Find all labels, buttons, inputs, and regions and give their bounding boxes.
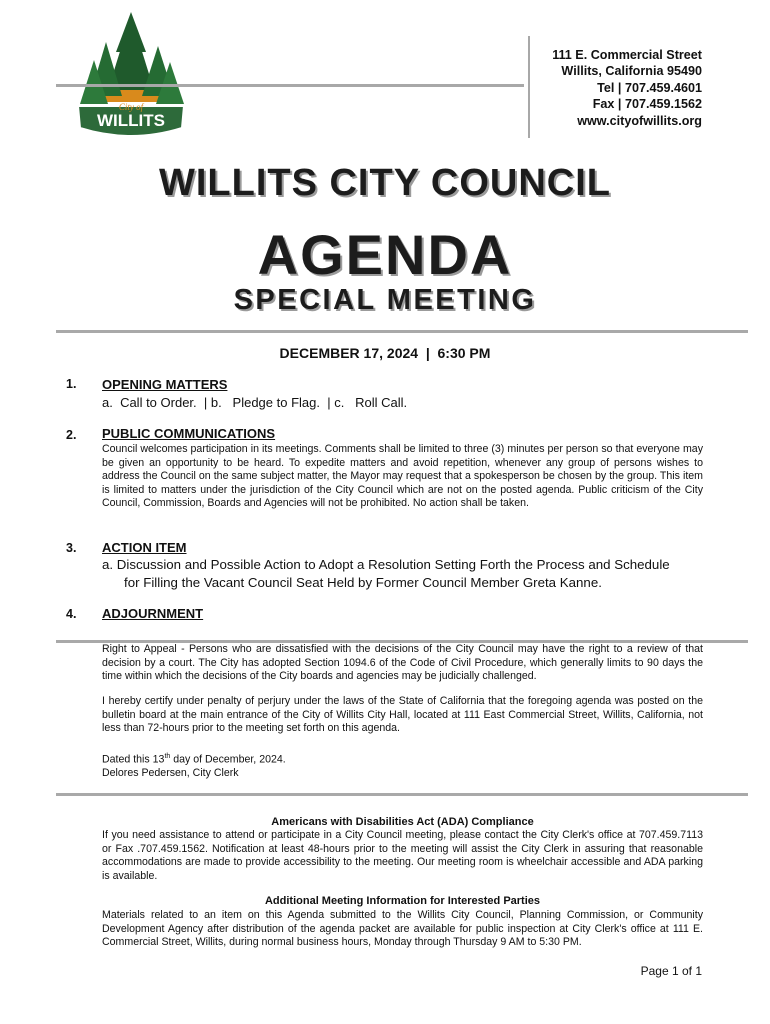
- council-title: WILLITS CITY COUNCIL: [158, 162, 612, 204]
- logo-script: City of: [118, 102, 144, 112]
- clerk-signature-line: Delores Pedersen, City Clerk: [102, 767, 239, 780]
- ada-heading: Americans with Disabilities Act (ADA) Compliance: [271, 816, 534, 828]
- certification-text: I hereby certify under penalty of perjury under the laws of the State of California that the foregoing agenda was posted on the bulletin board at the main entrance of the City of Willits City Hall, located at 111 East Commercial Street, Willits, California, not less than 72-hours prior to the meeting set forth on this agenda.: [102, 695, 703, 734]
- right-to-appeal-text: Right to Appeal - Persons who are dissatisfied with the decisions of the City Council may have the right to a review of that decision by a court. The City has adopted Section 1094.6 of the Code of Civil Procedure, which generally limits to 90 days the time within which the decisions of the City boards and agencies may be judicially challenged.: [102, 643, 703, 682]
- header-rule: [56, 84, 524, 87]
- telephone: Tel | 707.459.4601: [597, 80, 702, 95]
- item-number: 3.: [66, 541, 77, 555]
- header-divider: [528, 36, 530, 138]
- item-text-opening-matters: a. Call to Order. | b. Pledge to Flag. | c. Roll Call.: [102, 395, 408, 410]
- item-text-public-communications: Council welcomes participation in its meetings. Comments shall be limited to three (3) minutes per person so that everyone may be given an opportunity to be heard. To expedite matters and avoid repetition, whenever any group of persons wishes to address the Council on the same subject matter, the Mayor may request that a spokesperson be chosen by the group. This item is limited to matters under the jurisdiction of the City Council which are not on the posted agenda. Public criticism of the City Council, Commission, Boards and Agencies will not be prohibited. No action shall be taken.: [102, 443, 703, 510]
- dated-line: Dated this 13th day of December, 2024.: [102, 753, 286, 766]
- logo-wordmark: WILLITS: [97, 111, 165, 130]
- action-item-line-1: a. Discussion and Possible Action to Adopt a Resolution Setting Forth the Process and Schedule: [102, 557, 670, 572]
- website-link[interactable]: www.cityofwillits.org: [577, 113, 702, 128]
- item-heading-opening-matters: OPENING MATTERS: [102, 377, 228, 392]
- city-logo: [72, 12, 190, 142]
- section-rule: [56, 793, 748, 796]
- address: 111 E. Commercial Street: [552, 48, 702, 62]
- section-rule: [56, 330, 748, 333]
- page-number: Page 1 of 1: [640, 964, 702, 978]
- item-number: 4.: [66, 607, 77, 621]
- fax: Fax | 707.459.1562: [592, 97, 702, 112]
- item-number: 1.: [66, 377, 77, 391]
- item-heading-adjournment: ADJOURNMENT: [102, 606, 204, 621]
- item-heading-public-communications: PUBLIC COMMUNICATIONS: [102, 426, 276, 441]
- action-item-line-2: for Filling the Vacant Council Seat Held by Former Council Member Greta Kanne.: [124, 574, 602, 590]
- item-text-action-item: [102, 556, 706, 591]
- meeting-date-time: DECEMBER 17, 2024 | 6:30 PM: [279, 345, 491, 361]
- dated-block: [102, 750, 703, 781]
- item-heading-action-item: ACTION ITEM: [102, 540, 187, 555]
- city-state: Willits, California 95490: [561, 64, 702, 79]
- additional-info-heading: Additional Meeting Information for Interested Parties: [264, 895, 541, 907]
- additional-info-text: Materials related to an item on this Agenda submitted to the Willits City Council, Planning Commission, or Community Development Agency after distribution of the agenda packet are available for public inspection at City Clerk's office at 111 E. Commercial Street, Willits, during normal business hours, Monday through Thursday 9 AM to 5:30 PM.: [102, 909, 703, 948]
- contact-block: [552, 47, 702, 129]
- agenda-title: AGENDA: [257, 223, 513, 286]
- meeting-type-title: SPECIAL MEETING: [233, 284, 537, 316]
- item-number: 2.: [66, 428, 77, 442]
- ada-text: If you need assistance to attend or participate in a City Council meeting, please contact the City Clerk's office at 707.459.7113 or Fax .707.459.1562. Notification at least 48-hours prior to the meeting will assist the City Clerk in assuring that reasonable accommodations are made to provide accessibility to the meeting. Our meeting room is wheelchair accessible and ADA parking is available.: [102, 829, 703, 882]
